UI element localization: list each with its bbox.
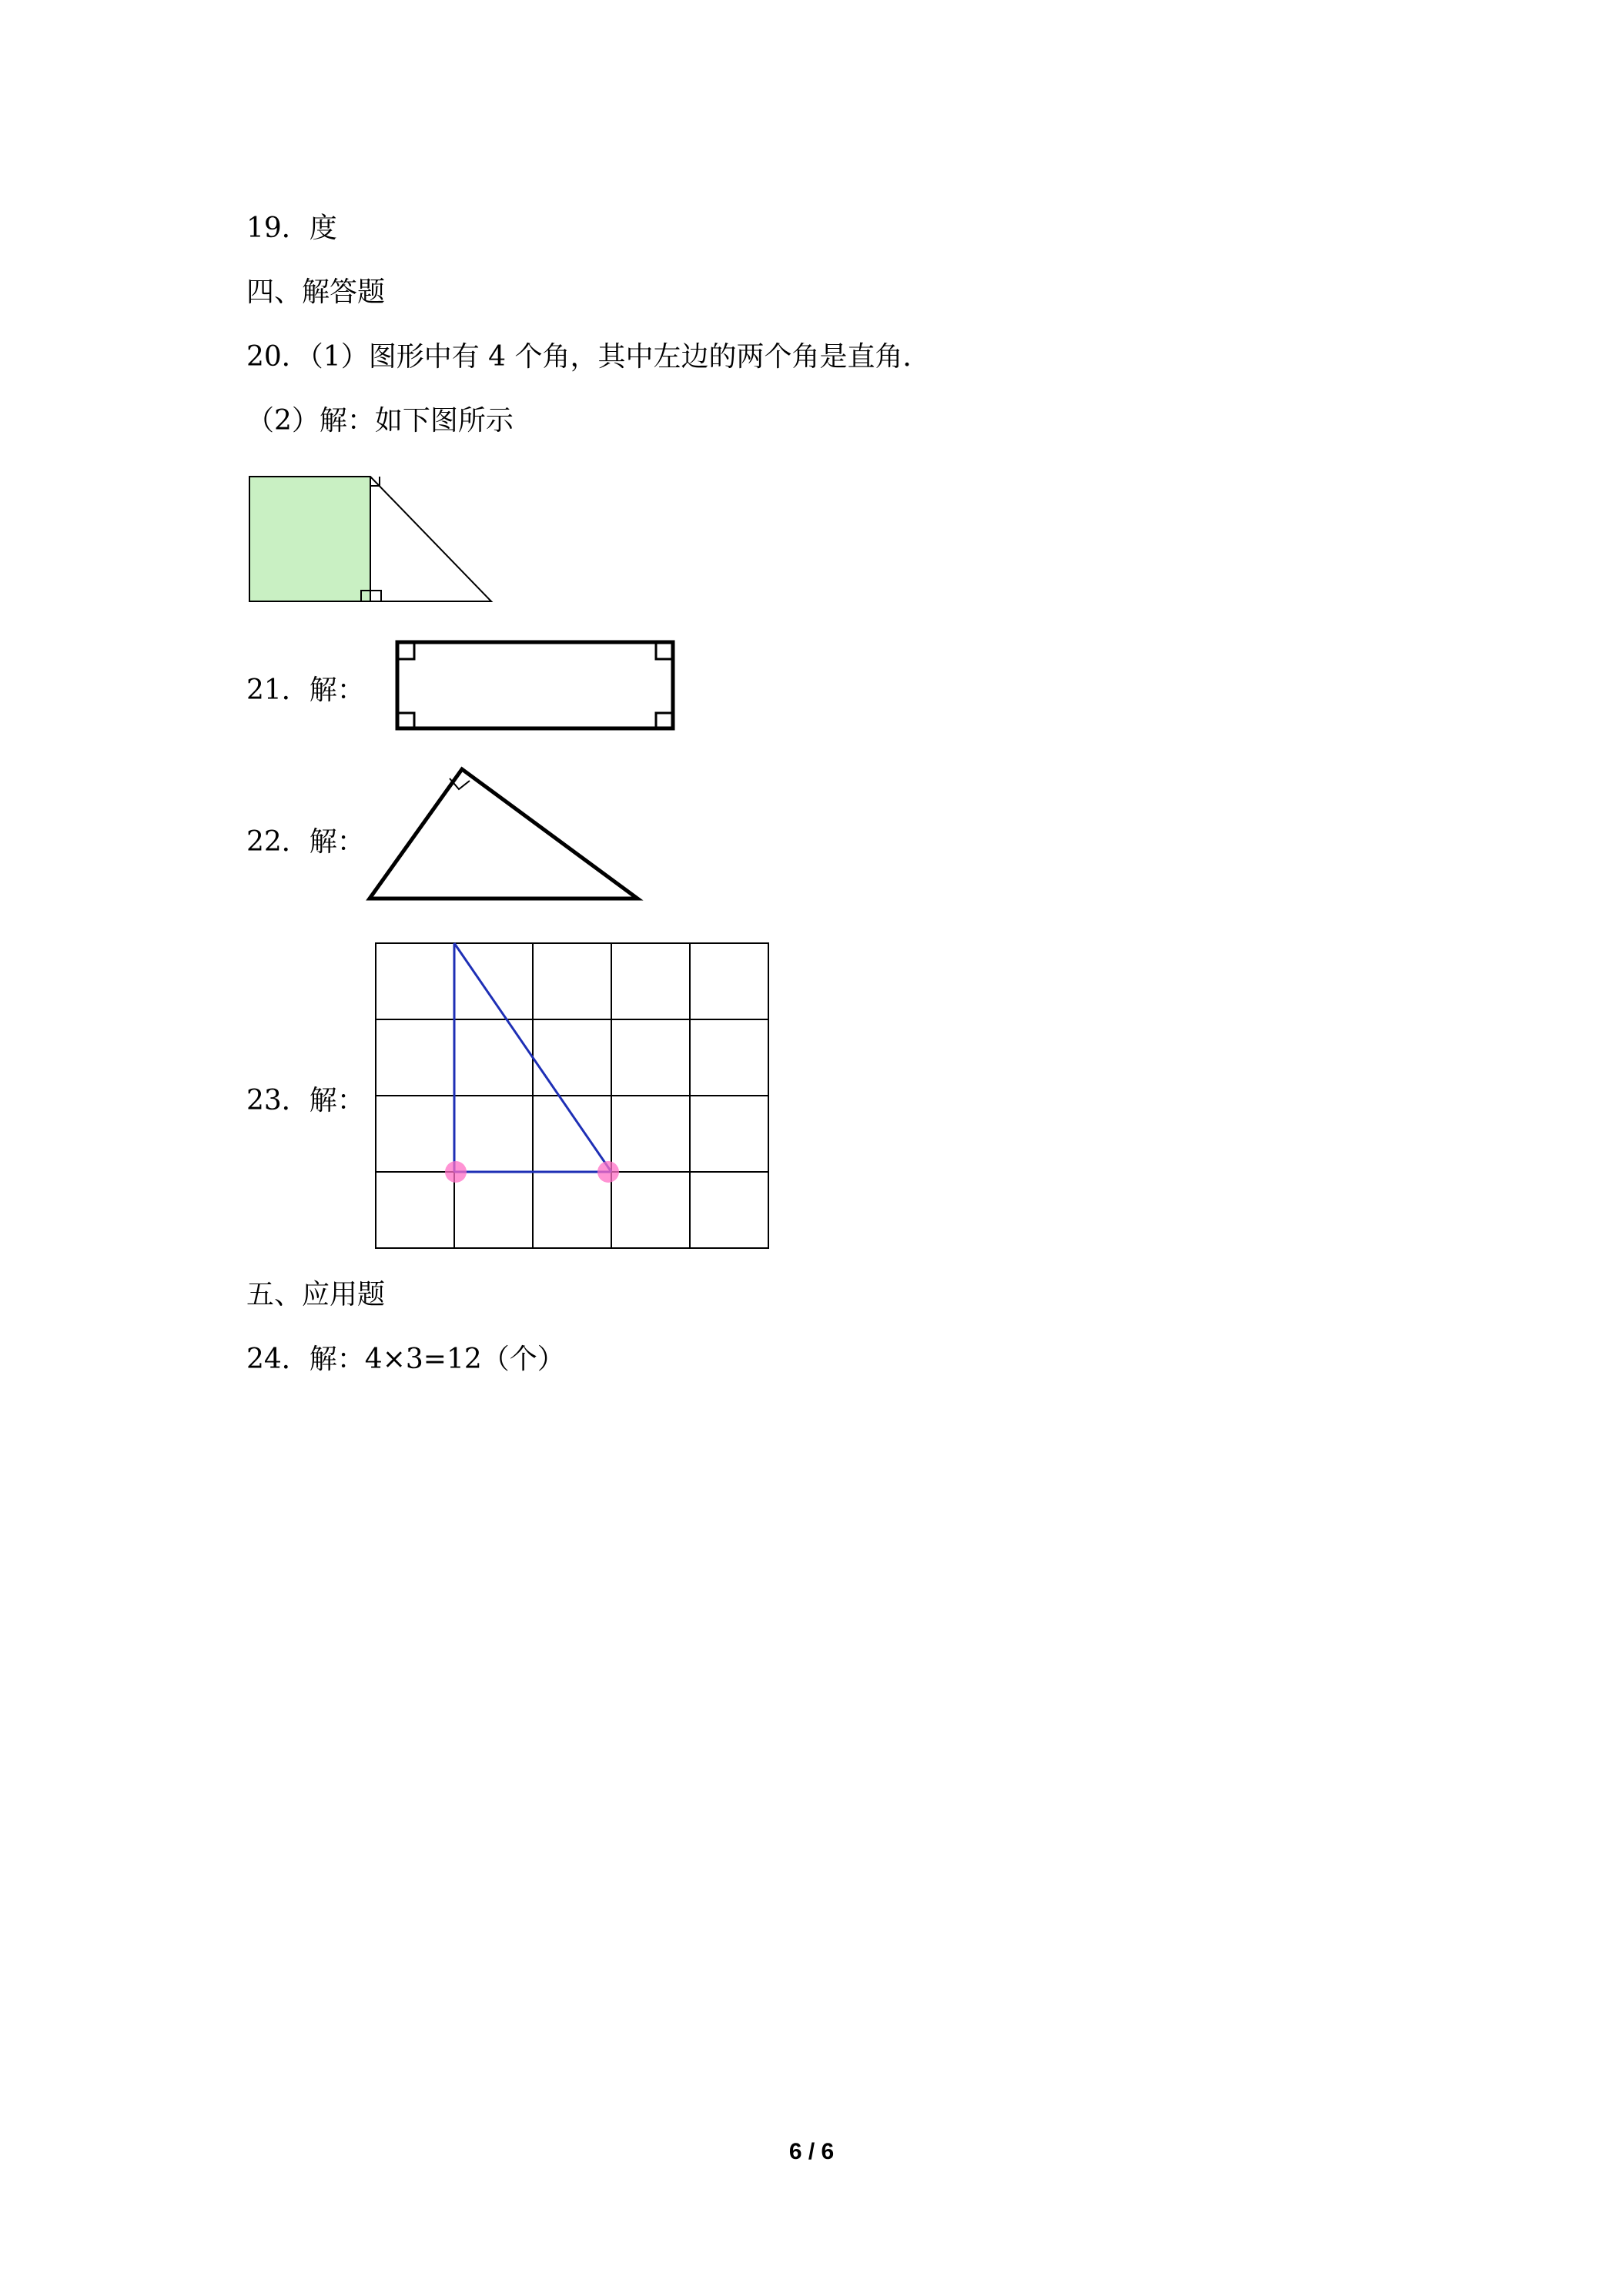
q24-answer: 24．解：4×3=12（个） [246,1344,565,1375]
right-angle-mark-br [656,713,673,728]
q22-triangle-figure [362,766,647,905]
q20-trapezoid-figure [246,474,500,608]
rectangle-outline [397,642,673,728]
right-angle-mark-bl [397,713,414,728]
section-5-heading: 五、应用题 [246,1279,386,1310]
trapezoid-left-square [249,477,370,601]
q19-answer: 19．度 [246,213,337,244]
section-4-heading: 四、解答题 [246,276,386,308]
q20-part1-answer: 20．（1）图形中有 4 个角，其中左边的两个角是直角． [246,341,931,373]
q23-answer-label: 23．解： [246,1085,365,1116]
q21-rectangle-figure [394,639,678,733]
point-dot-left [445,1161,467,1183]
grid [376,943,768,1248]
point-dot-right [597,1161,619,1183]
q21-answer-label: 21．解： [246,674,365,706]
page-number: 6 / 6 [788,2139,835,2164]
q20-part2-answer: （2）解：如下图所示 [246,405,514,437]
right-angle-mark-tr [656,642,673,659]
right-angle-mark-tl [397,642,414,659]
triangle-outline [370,769,637,899]
q23-grid-figure [373,941,774,1253]
q22-answer-label: 22．解： [246,826,365,858]
